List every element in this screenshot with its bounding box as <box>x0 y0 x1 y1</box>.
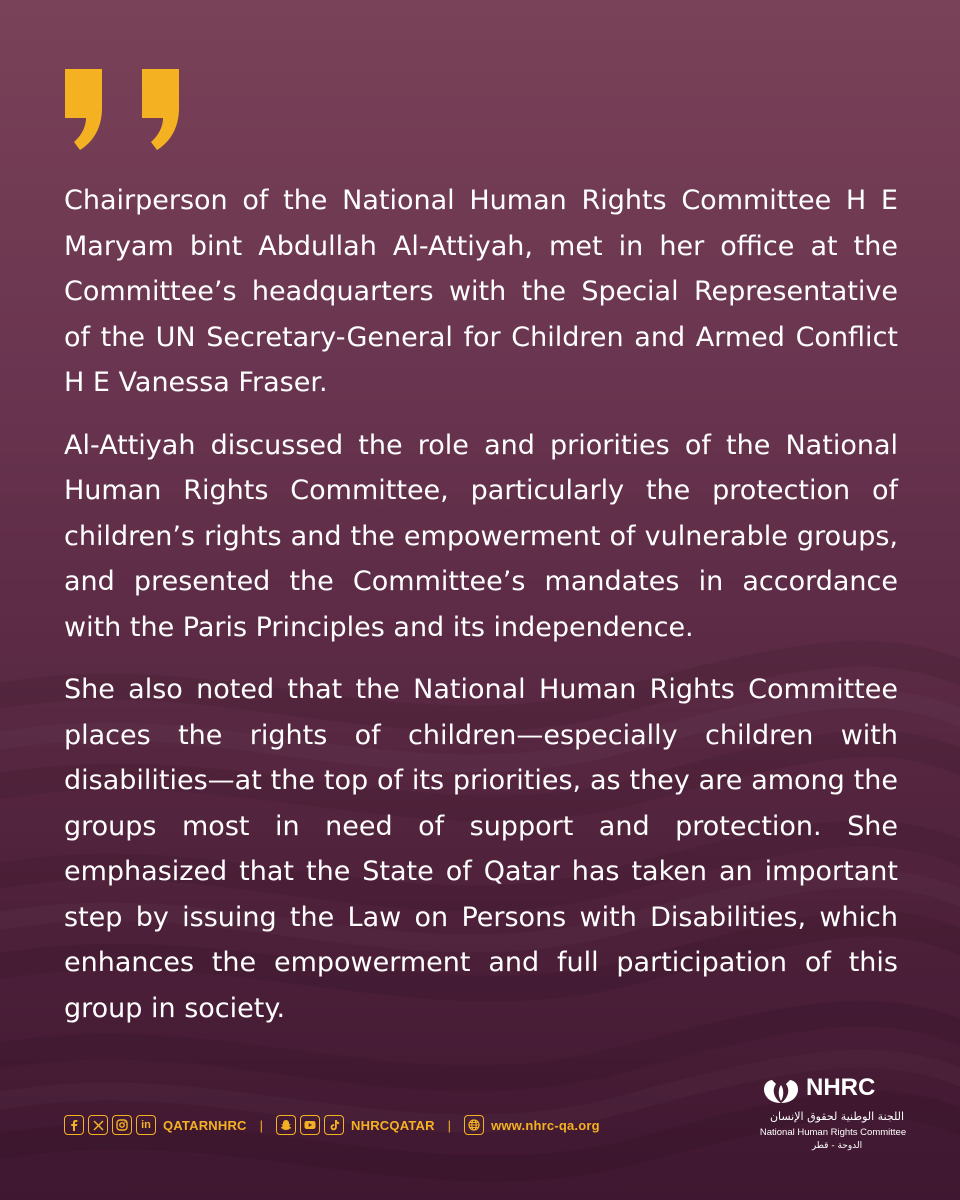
logo-abbreviation: NHRC <box>806 1074 876 1101</box>
globe-icon[interactable] <box>464 1115 484 1135</box>
linkedin-icon[interactable]: in <box>136 1115 156 1135</box>
website-link[interactable]: www.nhrc-qa.org <box>491 1117 600 1133</box>
facebook-icon[interactable] <box>64 1115 84 1135</box>
instagram-icon[interactable] <box>112 1115 132 1135</box>
paragraph-3: She also noted that the National Human Rights Committee places the rights of children—especially children with disabilities—at the top of its priorities, as they are among the groups most in need of support and protection. She emphasized that the State of Qatar has taken an important step by issuing the Law on Persons with Disabilities, which enhances the empowerment and full participation of this group in society. <box>64 674 898 1024</box>
social-footer <box>64 1114 600 1136</box>
double-quote-icon <box>60 66 190 156</box>
snapchat-icon[interactable] <box>276 1115 296 1135</box>
nhrc-logo <box>752 1070 912 1180</box>
social-handle-2[interactable]: NHRCQATAR <box>351 1117 435 1133</box>
paragraph-1: Chairperson of the National Human Rights Committee H E Maryam bint Abdullah Al-Attiyah, met in her office at the Committee’s headquarters with the Special Representative of the UN Secretary-General for Children and Armed Conflict H E Vanessa Fraser. <box>64 185 898 398</box>
nhrc-emblem-icon <box>760 1076 802 1106</box>
youtube-icon[interactable] <box>300 1115 320 1135</box>
paragraph-2: Al-Attiyah discussed the role and priorities of the National Human Rights Committee, particularly the protection of children’s rights and the empowerment of vulnerable groups, and presented the Committee’s mandates in accordance with the Paris Principles and its independence. <box>64 429 898 643</box>
logo-arabic-name: اللجنة الوطنية لحقوق الإنسان <box>769 1110 905 1123</box>
footer-separator: | <box>259 1117 264 1133</box>
social-handle-1[interactable]: QATARNHRC <box>163 1117 247 1133</box>
logo-city: الدوحة - قطر <box>811 1141 863 1151</box>
x-twitter-icon[interactable] <box>88 1115 108 1135</box>
logo-english-name: National Human Rights Committee <box>759 1127 907 1138</box>
footer-separator: | <box>447 1117 452 1133</box>
article-body <box>64 178 898 1048</box>
tiktok-icon[interactable] <box>324 1115 344 1135</box>
